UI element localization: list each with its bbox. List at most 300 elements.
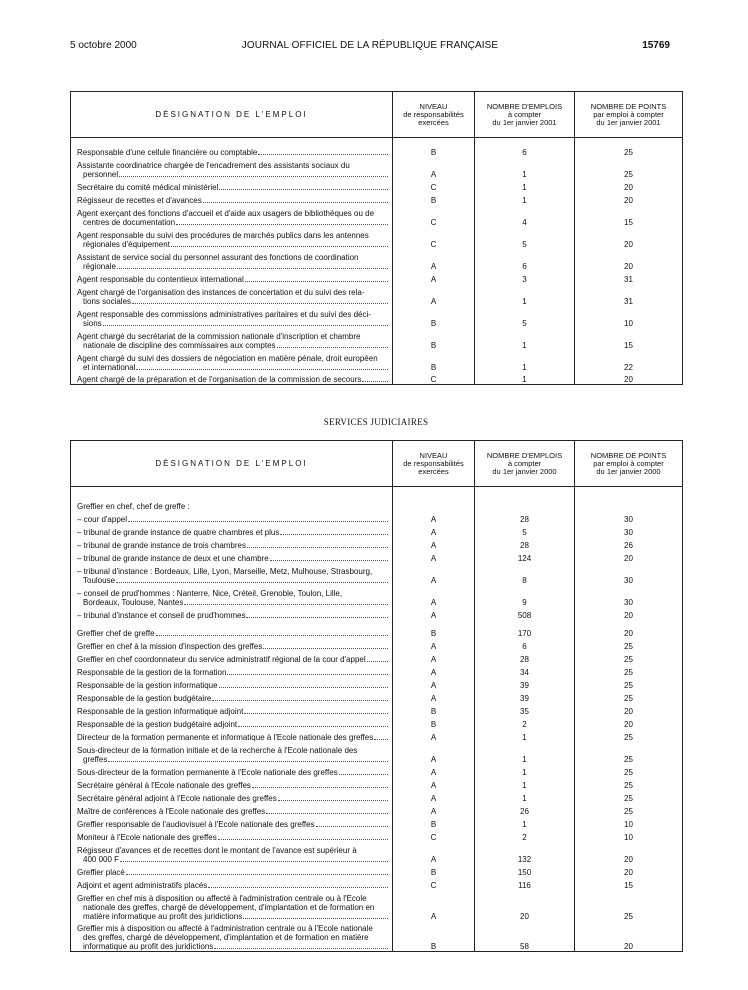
emplois-cell <box>475 487 575 511</box>
designation-cell <box>71 690 393 703</box>
niveau-cell: A <box>393 790 475 803</box>
points-cell: 25 <box>575 764 683 777</box>
designation-text: Responsable de la gestion budgétaire <box>77 693 212 703</box>
leader-dots <box>278 800 388 801</box>
niveau-cell: C <box>393 829 475 842</box>
points-cell: 25 <box>575 729 683 742</box>
niveau-cell: A <box>393 729 475 742</box>
designation-text: Greffier chef de greffe <box>77 628 155 638</box>
emplois-cell: 28 <box>475 511 575 524</box>
niveau-cell: A <box>393 764 475 777</box>
designation-cell <box>71 537 393 550</box>
points-cell: 30 <box>575 511 683 524</box>
designation-text: Régisseur de recettes et d'avances <box>77 195 202 205</box>
points-cell: 30 <box>575 563 683 585</box>
niveau-cell: A <box>393 249 475 271</box>
niveau-cell: A <box>393 842 475 864</box>
designation-text: tions sociales <box>83 296 132 306</box>
designation-cell <box>71 284 393 306</box>
col-emplois-header: NOMBRE D'EMPLOIS à compter du 1er janvier 2000 <box>475 441 575 487</box>
points-cell: 25 <box>575 690 683 703</box>
designation-text: – tribunal de grande instance de quatre chambres et plus <box>77 527 280 537</box>
table-row <box>71 284 683 306</box>
leader-dots <box>244 713 388 714</box>
niveau-cell: B <box>393 716 475 729</box>
leader-dots <box>132 303 388 304</box>
designation-cell <box>71 306 393 328</box>
points-cell: 25 <box>575 157 683 179</box>
emplois-cell: 6 <box>475 249 575 271</box>
leader-dots <box>117 268 388 269</box>
leader-dots <box>316 826 388 827</box>
emplois-cell: 35 <box>475 703 575 716</box>
niveau-cell: B <box>393 328 475 350</box>
designation-text: – cour d'appel <box>77 514 128 524</box>
designation-text: Bordeaux, Toulouse, Nantes <box>83 597 184 607</box>
niveau-cell: A <box>393 585 475 607</box>
designation-cell <box>71 703 393 716</box>
designation-cell <box>71 890 393 921</box>
leader-dots <box>243 918 388 919</box>
emplois-cell: 26 <box>475 803 575 816</box>
designation-cell <box>71 803 393 816</box>
table-row <box>71 511 683 524</box>
table-row <box>71 620 683 638</box>
points-cell: 20 <box>575 372 683 385</box>
emplois-cell: 39 <box>475 677 575 690</box>
table-row <box>71 350 683 372</box>
points-cell: 20 <box>575 921 683 952</box>
emplois-cell: 5 <box>475 227 575 249</box>
points-cell: 25 <box>575 790 683 803</box>
table-row <box>71 864 683 877</box>
table-row <box>71 921 683 952</box>
table-row <box>71 877 683 890</box>
leader-dots <box>136 369 388 370</box>
designation-cell <box>71 511 393 524</box>
designation-text: Responsable de la gestion informatique adjoint <box>77 706 244 716</box>
niveau-cell: A <box>393 563 475 585</box>
designation-text: Responsable d'une cellule financière ou comptable <box>77 147 258 157</box>
niveau-cell: A <box>393 607 475 620</box>
leader-dots <box>212 700 388 701</box>
points-cell: 25 <box>575 890 683 921</box>
points-cell: 15 <box>575 205 683 227</box>
niveau-cell: C <box>393 179 475 192</box>
leader-dots <box>103 325 388 326</box>
niveau-cell: B <box>393 921 475 952</box>
emplois-cell: 4 <box>475 205 575 227</box>
designation-text: Agent chargé du secrétariat de la commission nationale d'inscription et chambre <box>77 331 361 341</box>
table-row <box>71 537 683 550</box>
designation-cell <box>71 921 393 952</box>
niveau-cell: A <box>393 157 475 179</box>
emplois-cell: 6 <box>475 638 575 651</box>
niveau-cell: A <box>393 550 475 563</box>
designation-text: Toulouse <box>83 575 116 585</box>
designation-text: Secrétaire du comité médical ministériel <box>77 182 219 192</box>
leader-dots <box>374 739 388 740</box>
emplois-cell: 20 <box>475 890 575 921</box>
designation-text: – conseil de prud'hommes : Nanterre, Nice, Créteil, Grenoble, Toulon, Lille, <box>77 588 343 598</box>
niveau-cell: A <box>393 511 475 524</box>
points-cell: 10 <box>575 306 683 328</box>
designation-text: Assistant de service social du personnel assurant des fonctions de coordination <box>77 252 359 262</box>
designation-text: Greffier en chef coordonnateur du service administratif régional de la cour d'appel <box>77 654 366 664</box>
col-points-header: NOMBRE DE POINTS par emploi à compter du 1er janvier 2000 <box>575 441 683 487</box>
leader-dots <box>367 661 388 662</box>
designation-text: et international <box>83 362 136 372</box>
designation-text: greffes <box>83 754 108 764</box>
designation-cell <box>71 563 393 585</box>
section-title: SERVICES JUDICIAIRES <box>323 417 429 427</box>
points-cell: 22 <box>575 350 683 372</box>
emplois-cell: 39 <box>475 690 575 703</box>
table-row <box>71 651 683 664</box>
niveau-cell <box>393 487 475 511</box>
leader-dots <box>156 635 388 636</box>
table-row <box>71 179 683 192</box>
leader-dots <box>280 534 388 535</box>
table-row <box>71 764 683 777</box>
designation-text: Agent responsable des commissions administratives paritaires et du suivi des déci- <box>77 309 371 319</box>
emplois-cell: 1 <box>475 157 575 179</box>
designation-cell <box>71 777 393 790</box>
leader-dots <box>214 948 388 949</box>
designation-text: – tribunal de grande instance de deux et une chambre <box>77 553 269 563</box>
designation-text: régionales d'équipement <box>83 239 170 249</box>
emplois-cell: 1 <box>475 777 575 790</box>
designation-text: matière informatique au profit des juridictions <box>83 911 243 921</box>
designation-text: Greffier mis à disposition ou affecté à l'administration centrale ou à l'Ecole nationale <box>77 924 373 933</box>
table-row <box>71 550 683 563</box>
table-row <box>71 487 683 511</box>
emplois-cell: 1 <box>475 328 575 350</box>
designation-text: des greffes, chargé de développement, d'implantation et de formation en matière <box>83 933 369 942</box>
points-cell <box>575 487 683 511</box>
niveau-cell: C <box>393 372 475 385</box>
emplois-cell: 1 <box>475 350 575 372</box>
table-row <box>71 638 683 651</box>
emplois-cell: 1 <box>475 729 575 742</box>
niveau-cell: A <box>393 803 475 816</box>
table-row <box>71 192 683 205</box>
designation-text: Agent responsable du contentieux international <box>77 274 244 284</box>
niveau-cell: B <box>393 350 475 372</box>
table-row <box>71 842 683 864</box>
designation-cell <box>71 350 393 372</box>
designation-text: nationale des greffes, chargé de développement, d'implantation et de formation en <box>83 902 375 912</box>
designation-cell <box>71 487 393 511</box>
points-cell: 31 <box>575 271 683 284</box>
designation-cell <box>71 328 393 350</box>
designation-cell <box>71 157 393 179</box>
emplois-cell: 1 <box>475 192 575 205</box>
page-header <box>70 40 670 54</box>
niveau-cell: B <box>393 816 475 829</box>
designation-text: 400 000 F <box>83 854 120 864</box>
points-cell: 10 <box>575 829 683 842</box>
page-date: 5 octobre 2000 <box>70 40 137 51</box>
niveau-cell: C <box>393 227 475 249</box>
designation-cell <box>71 249 393 271</box>
points-cell: 31 <box>575 284 683 306</box>
table-row <box>71 524 683 537</box>
leader-dots <box>119 176 388 177</box>
designation-cell <box>71 524 393 537</box>
table-row <box>71 157 683 179</box>
table-row <box>71 690 683 703</box>
designation-text: Sous-directeur de la formation initiale et de la recherche à l'Ecole nationale des <box>77 745 358 755</box>
emplois-cell: 1 <box>475 764 575 777</box>
designation-text: – tribunal d'instance et conseil de prud'hommes <box>77 610 246 620</box>
leader-dots <box>208 887 388 888</box>
points-cell: 15 <box>575 328 683 350</box>
emplois-cell: 170 <box>475 620 575 638</box>
designation-text: Secrétaire général à l'Ecole nationale des greffes <box>77 780 251 790</box>
niveau-cell: B <box>393 192 475 205</box>
designation-text: personnel <box>83 169 119 179</box>
designation-text: régionale <box>83 261 116 271</box>
table-emplois-services-judiciaires <box>70 440 683 952</box>
leader-dots <box>238 726 388 727</box>
table-row <box>71 227 683 249</box>
table-row <box>71 372 683 385</box>
table-row <box>71 890 683 921</box>
designation-cell <box>71 816 393 829</box>
niveau-cell: C <box>393 205 475 227</box>
designation-cell <box>71 638 393 651</box>
emplois-cell: 508 <box>475 607 575 620</box>
leader-dots <box>252 787 388 788</box>
designation-text: Responsable de la gestion de la formation <box>77 667 227 677</box>
leader-dots <box>247 547 388 548</box>
emplois-cell: 5 <box>475 524 575 537</box>
leader-dots <box>266 813 388 814</box>
designation-text: Régisseur d'avances et de recettes dont le montant de l'avance est supérieur à <box>77 845 357 855</box>
niveau-cell: A <box>393 777 475 790</box>
points-cell: 20 <box>575 620 683 638</box>
designation-text: Agent chargé du suivi des dossiers de négociation en matière pénale, droit européen <box>77 353 378 363</box>
col-niveau-header: NIVEAU de responsabilités exercées <box>393 441 475 487</box>
designation-cell <box>71 372 393 385</box>
designation-text: Agent exerçant des fonctions d'accueil et d'aide aux usagers de bibliothèques ou de <box>77 208 375 218</box>
table-row <box>71 328 683 350</box>
designation-cell <box>71 620 393 638</box>
leader-dots <box>219 189 388 190</box>
points-cell: 10 <box>575 816 683 829</box>
leader-dots <box>219 687 388 688</box>
designation-text: Agent chargé de la préparation et de l'organisation de la commission de secours <box>77 375 362 384</box>
table-row <box>71 703 683 716</box>
points-cell: 20 <box>575 703 683 716</box>
designation-cell <box>71 764 393 777</box>
points-cell: 25 <box>575 742 683 764</box>
emplois-cell: 1 <box>475 284 575 306</box>
emplois-cell: 116 <box>475 877 575 890</box>
designation-cell <box>71 677 393 690</box>
designation-text: sions <box>83 318 102 328</box>
designation-text: Greffier en chef à la mission d'inspection des greffes <box>77 641 263 651</box>
leader-dots <box>120 861 388 862</box>
table-row <box>71 716 683 729</box>
col-niveau-header: NIVEAU de responsabilités exercées <box>393 92 475 138</box>
table-row <box>71 790 683 803</box>
designation-text: Secrétaire général adjoint à l'Ecole nationale des greffes <box>77 793 277 803</box>
col-designation-header: DÉSIGNATION DE L'EMPLOI <box>71 441 393 487</box>
designation-text: Agent chargé de l'organisation des instances de concertation et du suivi des rela- <box>77 287 365 297</box>
emplois-cell: 132 <box>475 842 575 864</box>
points-cell: 30 <box>575 524 683 537</box>
table-row <box>71 205 683 227</box>
journal-title: JOURNAL OFFICIEL DE LA RÉPUBLIQUE FRANÇAISE <box>241 40 499 51</box>
table-row <box>71 585 683 607</box>
emplois-cell: 150 <box>475 864 575 877</box>
table-row <box>71 829 683 842</box>
table-row <box>71 607 683 620</box>
emplois-cell: 2 <box>475 829 575 842</box>
points-cell: 20 <box>575 192 683 205</box>
emplois-cell: 124 <box>475 550 575 563</box>
niveau-cell: B <box>393 138 475 157</box>
designation-text: nationale de discipline des commissaires aux comptes <box>83 340 276 350</box>
points-cell: 25 <box>575 664 683 677</box>
leader-dots <box>246 617 388 618</box>
niveau-cell: A <box>393 664 475 677</box>
emplois-cell: 1 <box>475 742 575 764</box>
designation-text: Greffier responsable de l'audiovisuel à l'Ecole nationale des greffes <box>77 819 315 829</box>
niveau-cell: A <box>393 271 475 284</box>
niveau-cell: B <box>393 864 475 877</box>
designation-text: Greffier en chef mis à disposition ou affecté à l'administration centrale ou à l'Ecole <box>77 893 367 903</box>
niveau-cell: A <box>393 284 475 306</box>
table-row <box>71 816 683 829</box>
leader-dots <box>116 582 388 583</box>
designation-cell <box>71 829 393 842</box>
designation-cell <box>71 271 393 284</box>
designation-cell <box>71 179 393 192</box>
emplois-cell: 3 <box>475 271 575 284</box>
niveau-cell: A <box>393 537 475 550</box>
points-cell: 25 <box>575 777 683 790</box>
table-row <box>71 138 683 157</box>
table-row <box>71 664 683 677</box>
designation-cell <box>71 607 393 620</box>
leader-dots <box>171 246 388 247</box>
designation-cell <box>71 192 393 205</box>
leader-dots <box>128 521 388 522</box>
designation-cell <box>71 664 393 677</box>
points-cell: 20 <box>575 179 683 192</box>
niveau-cell: B <box>393 306 475 328</box>
designation-text: Moniteur à l'Ecole nationale des greffes <box>77 832 217 842</box>
table-row <box>71 271 683 284</box>
designation-cell <box>71 842 393 864</box>
niveau-cell: A <box>393 690 475 703</box>
emplois-cell: 1 <box>475 816 575 829</box>
emplois-cell: 34 <box>475 664 575 677</box>
designation-text: Greffier placé <box>77 867 125 877</box>
niveau-cell: A <box>393 524 475 537</box>
points-cell: 25 <box>575 677 683 690</box>
points-cell: 30 <box>575 585 683 607</box>
designation-cell <box>71 864 393 877</box>
emplois-cell: 1 <box>475 790 575 803</box>
niveau-cell: B <box>393 620 475 638</box>
points-cell: 25 <box>575 651 683 664</box>
col-designation-header: DÉSIGNATION DE L'EMPLOI <box>71 92 393 138</box>
points-cell: 20 <box>575 249 683 271</box>
points-cell: 25 <box>575 803 683 816</box>
niveau-cell: B <box>393 703 475 716</box>
leader-dots <box>362 381 388 382</box>
leader-dots <box>277 347 388 348</box>
designation-text: – tribunal d'instance : Bordeaux, Lille, Lyon, Marseille, Metz, Mulhouse, Strasbourg, <box>77 566 373 576</box>
points-cell: 20 <box>575 550 683 563</box>
designation-text: Agent responsable du suivi des procédures de marchés publics dans les antennes <box>77 230 369 240</box>
leader-dots <box>263 648 388 649</box>
emplois-cell: 28 <box>475 537 575 550</box>
designation-text: Sous-directeur de la formation permanente à l'Ecole nationale des greffes <box>77 767 338 777</box>
emplois-cell: 1 <box>475 179 575 192</box>
designation-text: – tribunal de grande instance de trois chambres <box>77 540 246 550</box>
emplois-cell: 28 <box>475 651 575 664</box>
col-emplois-header: NOMBRE D'EMPLOIS à compter du 1er janvier 2001 <box>475 92 575 138</box>
leader-dots <box>227 674 388 675</box>
leader-dots <box>203 202 388 203</box>
designation-text: informatique au profit des juridictions <box>83 942 214 951</box>
points-cell: 15 <box>575 877 683 890</box>
designation-cell <box>71 729 393 742</box>
leader-dots <box>218 839 388 840</box>
emplois-cell: 6 <box>475 138 575 157</box>
designation-text: centres de documentation <box>83 217 176 227</box>
points-cell: 26 <box>575 537 683 550</box>
niveau-cell: A <box>393 638 475 651</box>
points-cell: 20 <box>575 607 683 620</box>
designation-cell <box>71 742 393 764</box>
niveau-cell: A <box>393 677 475 690</box>
emplois-cell: 9 <box>475 585 575 607</box>
designation-cell <box>71 227 393 249</box>
table-row <box>71 677 683 690</box>
leader-dots <box>339 774 388 775</box>
designation-cell <box>71 716 393 729</box>
leader-dots <box>258 154 388 155</box>
col-points-header: NOMBRE DE POINTS par emploi à compter du 1er janvier 2001 <box>575 92 683 138</box>
emplois-cell: 58 <box>475 921 575 952</box>
points-cell: 25 <box>575 138 683 157</box>
designation-text: Maître de conférences à l'Ecole nationale des greffes <box>77 806 266 816</box>
designation-cell <box>71 138 393 157</box>
leader-dots <box>245 281 388 282</box>
emplois-cell: 1 <box>475 372 575 385</box>
page-number: 15769 <box>642 40 670 51</box>
table-emplois-1 <box>70 91 683 385</box>
leader-dots <box>176 224 388 225</box>
leader-dots <box>184 604 388 605</box>
leader-dots <box>126 874 388 875</box>
points-cell: 20 <box>575 864 683 877</box>
table-row <box>71 803 683 816</box>
designation-cell <box>71 877 393 890</box>
niveau-cell: C <box>393 877 475 890</box>
designation-text: Directeur de la formation permanente et informatique à l'Ecole nationale des greffes <box>77 732 374 742</box>
designation-cell <box>71 205 393 227</box>
table-row <box>71 742 683 764</box>
niveau-cell: A <box>393 651 475 664</box>
table-row <box>71 306 683 328</box>
